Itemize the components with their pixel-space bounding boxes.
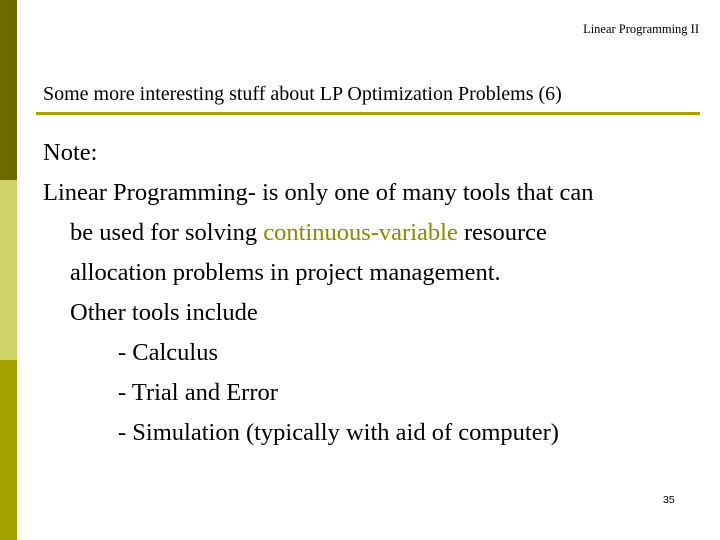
header-note: Linear Programming II [583,22,699,36]
title-underline [36,112,700,115]
note-label: Note: [43,139,98,166]
paragraph-line-4: Other tools include [70,299,258,326]
strip-segment-middle [0,180,17,360]
line-2-after: resource [457,219,547,246]
highlight-continuous-variable: continuous-variable [263,219,458,246]
strip-segment-bottom [0,360,17,540]
tool-item-trial-and-error: - Trial and Error [118,379,278,406]
tool-item-simulation: - Simulation (typically with aid of computer) [118,419,559,446]
page-number: 35 [663,494,675,506]
strip-segment-top [0,0,17,180]
slide-body [43,133,693,453]
paragraph-line-3: allocation problems in project management. [70,259,501,286]
tool-item-calculus: - Calculus [118,339,219,366]
line-2-before: be used for solving [70,219,264,246]
paragraph-line-2 [43,213,693,253]
side-color-strip [0,0,17,540]
slide-title: Some more interesting stuff about LP Optimization Problems (6) [43,83,562,105]
paragraph-line-1: Linear Programming- is only one of many tools that can [43,179,594,206]
